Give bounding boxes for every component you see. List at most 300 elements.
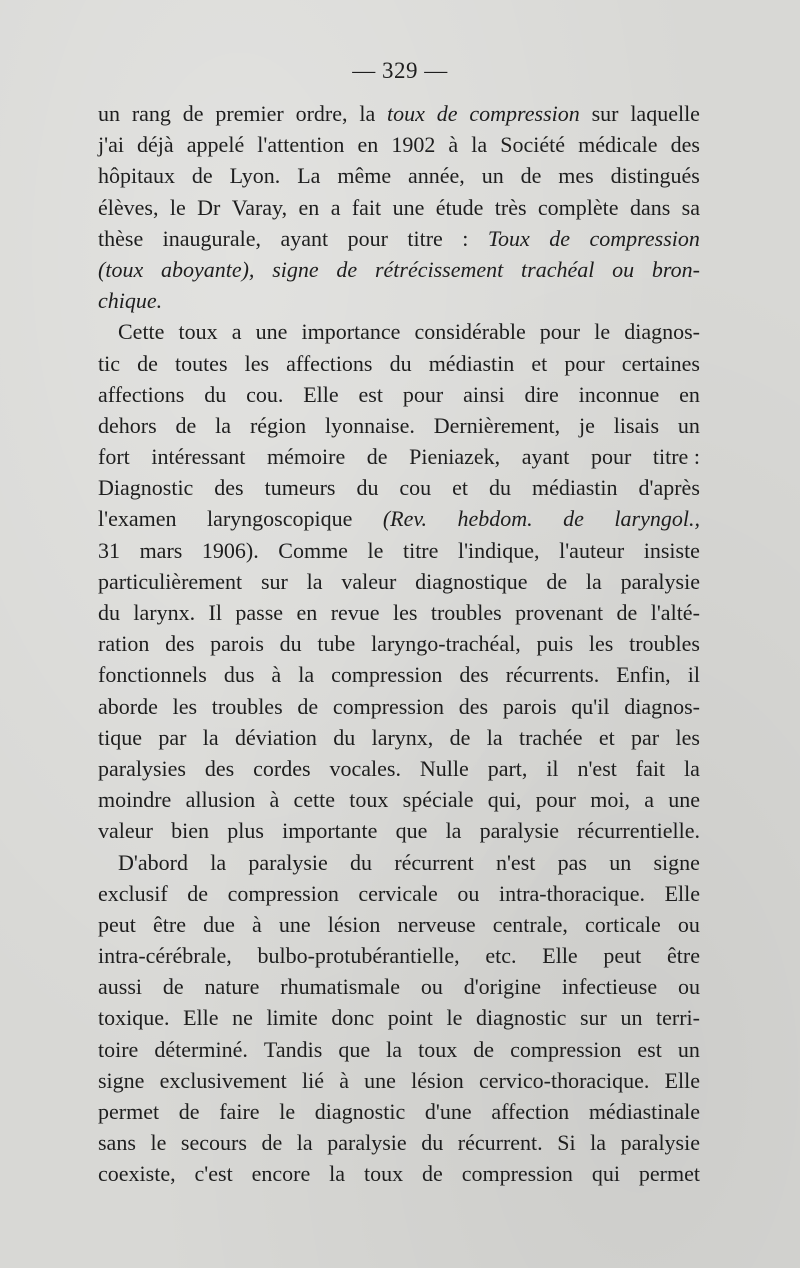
- text-line: [98, 1034, 700, 1065]
- word: en: [296, 600, 318, 625]
- word: distingués: [610, 163, 700, 189]
- word: du: [356, 475, 379, 501]
- word: la: [298, 662, 315, 688]
- word: importante: [282, 818, 378, 844]
- text-line: [98, 909, 700, 940]
- word: de: [473, 1036, 495, 1062]
- word: complète: [537, 194, 619, 220]
- word: aborde: [98, 693, 158, 719]
- word: premier: [215, 101, 284, 126]
- word: année,: [408, 163, 465, 189]
- word: bulbo-protubérantielle,: [257, 943, 460, 969]
- word: l'examen: [98, 506, 177, 532]
- word: 1902: [391, 132, 436, 158]
- word: intra-thoracique.: [498, 880, 645, 906]
- word: hôpitaux: [98, 163, 175, 189]
- word: Pieniazek,: [409, 444, 501, 470]
- word: à: [269, 787, 280, 813]
- word: mémoire: [267, 444, 346, 470]
- word: le: [594, 319, 611, 345]
- word: et: [452, 475, 469, 501]
- word: bron-: [651, 256, 700, 282]
- word: tumeurs: [264, 475, 336, 501]
- word: de: [520, 163, 542, 189]
- word: ou: [612, 256, 635, 282]
- word: des: [204, 755, 235, 781]
- word: de: [422, 1161, 443, 1187]
- word: est: [637, 1036, 662, 1062]
- word: la: [202, 724, 219, 750]
- text-line: [98, 878, 700, 909]
- word: diagnos-: [624, 693, 700, 719]
- word: ou: [677, 911, 700, 937]
- text-line: [98, 410, 700, 441]
- word: parois: [502, 693, 557, 719]
- word: Enfin,: [616, 662, 671, 688]
- word: qui,: [487, 787, 522, 813]
- word: compression: [589, 225, 700, 251]
- word: inaugurale,: [162, 225, 262, 251]
- word: d'une: [424, 1099, 472, 1124]
- word: toire: [98, 1036, 139, 1062]
- word: de: [137, 350, 158, 376]
- word: dire: [524, 381, 559, 407]
- word: à: [271, 662, 282, 688]
- word: un: [677, 412, 700, 438]
- word: paralysie: [327, 1130, 407, 1156]
- word: tube: [317, 631, 356, 657]
- word: un: [609, 849, 632, 875]
- word: toxique.: [98, 1005, 170, 1031]
- word: particulièrement: [98, 568, 243, 594]
- word: de: [563, 506, 584, 532]
- word: du: [350, 849, 373, 875]
- word: plus: [227, 818, 264, 844]
- word: le: [367, 537, 384, 563]
- word: cervico-thoracique.: [478, 1067, 650, 1093]
- word: la: [684, 755, 700, 781]
- word: signe: [653, 849, 700, 875]
- word: région: [249, 412, 307, 438]
- word: être: [667, 943, 700, 969]
- word: moi,: [590, 787, 630, 813]
- word: signe: [272, 256, 319, 282]
- word: les: [392, 600, 418, 625]
- word: et: [531, 350, 548, 376]
- word: peut: [603, 943, 642, 969]
- word: par: [631, 724, 660, 750]
- text-line: [98, 1096, 700, 1127]
- word: limite: [266, 1005, 318, 1031]
- word: vocales.: [329, 755, 401, 781]
- word: à: [339, 1067, 349, 1093]
- word: paralysie: [479, 818, 560, 844]
- word: nerveuse: [397, 911, 476, 937]
- word: compression: [461, 1161, 573, 1187]
- word: qui: [591, 1161, 620, 1187]
- word: (Rev.: [382, 506, 428, 532]
- word: paralysies: [98, 755, 186, 781]
- word: un: [620, 1005, 643, 1031]
- word: le: [446, 1005, 463, 1031]
- word: Si: [557, 1130, 576, 1156]
- word: du: [279, 631, 302, 657]
- word: affections: [98, 381, 185, 407]
- word: Elle: [542, 943, 578, 969]
- text-line: [98, 1127, 700, 1158]
- text-line: [98, 285, 700, 316]
- word: paralysie: [248, 849, 328, 875]
- text-line: [98, 722, 700, 753]
- word: insiste: [643, 537, 700, 563]
- word: 31: [98, 537, 120, 563]
- word: sur: [591, 101, 619, 126]
- word: élèves,: [98, 194, 159, 220]
- word: l'attention: [257, 132, 345, 158]
- word: des: [459, 662, 489, 688]
- text-line: [98, 940, 700, 971]
- word: cou.: [246, 381, 284, 407]
- word: rang: [131, 101, 171, 126]
- word: l'alté-: [650, 600, 700, 625]
- word: cordes: [253, 755, 311, 781]
- word: par: [158, 724, 187, 750]
- word: Dr: [197, 194, 221, 220]
- word: cette: [293, 787, 336, 813]
- word: paralysie: [620, 568, 700, 594]
- word: 1906).: [201, 537, 259, 563]
- word: faire: [219, 1099, 260, 1124]
- word: une: [392, 194, 425, 220]
- word: considérable: [414, 319, 526, 345]
- text-line: [98, 379, 700, 410]
- word: trachéal: [521, 256, 595, 282]
- text-line: [98, 566, 700, 597]
- word: encore: [251, 1161, 311, 1187]
- text-line: [98, 472, 700, 503]
- word: des: [165, 631, 195, 657]
- word: part,: [487, 755, 528, 781]
- word: Elle: [664, 880, 700, 906]
- word: due: [203, 911, 235, 937]
- word: inconnue: [578, 381, 660, 407]
- word: du: [389, 350, 412, 376]
- word: pour: [535, 787, 576, 813]
- word: je: [579, 412, 595, 438]
- word: les: [675, 724, 700, 750]
- word: affections: [286, 350, 373, 376]
- word: des: [458, 693, 489, 719]
- word: larynx,: [371, 724, 434, 750]
- word: diagnos-: [624, 319, 700, 345]
- text-line: [98, 223, 700, 254]
- word: rétrécissement: [374, 256, 504, 282]
- text-line: [98, 691, 700, 722]
- word: récurrentielle.: [577, 818, 700, 844]
- word: l'indique,: [457, 537, 540, 563]
- word: ne: [232, 1005, 253, 1031]
- word: n'est: [495, 849, 536, 875]
- word: les: [244, 350, 270, 376]
- text-line: [98, 815, 700, 846]
- word: bien: [171, 818, 210, 844]
- word: du: [421, 1130, 444, 1156]
- text-line: [98, 192, 700, 223]
- word: du: [204, 381, 227, 407]
- word: secours: [180, 1130, 247, 1156]
- word: aussi: [98, 974, 142, 1000]
- word: rhumatismale: [280, 974, 401, 1000]
- body-text: [98, 98, 700, 1190]
- word: Varay,: [231, 194, 288, 220]
- word: revue: [330, 600, 380, 625]
- text-line: [98, 348, 700, 379]
- word: que: [338, 1036, 371, 1062]
- word: La: [297, 163, 321, 189]
- text-line: [98, 784, 700, 815]
- text-line: [98, 1002, 700, 1033]
- word: passe: [235, 600, 284, 625]
- word: pas: [557, 849, 587, 875]
- word: sa: [681, 194, 700, 220]
- word: un: [481, 163, 504, 189]
- word: il: [546, 755, 559, 781]
- word: troubles: [430, 600, 502, 625]
- text-line: [98, 847, 700, 878]
- word: c'est: [194, 1161, 233, 1187]
- word: laquelle: [630, 101, 700, 126]
- word: toux: [178, 319, 218, 345]
- word: les: [588, 631, 614, 657]
- word: à: [448, 132, 459, 158]
- word: ordre,: [295, 101, 348, 126]
- word: exclusivement: [159, 1067, 287, 1093]
- word: récurrents.: [505, 662, 600, 688]
- word: la: [359, 101, 376, 126]
- text-line: [98, 503, 700, 534]
- word: toutes: [174, 350, 228, 376]
- word: toux: [387, 101, 425, 126]
- word: certaines: [621, 350, 700, 376]
- word: (toux: [98, 256, 144, 282]
- word: médiastinale: [588, 1099, 700, 1124]
- word: pour: [402, 381, 444, 407]
- word: la: [210, 849, 227, 875]
- word: centrale,: [492, 911, 568, 937]
- word: valeur: [341, 568, 397, 594]
- text-line: [98, 254, 700, 285]
- text-line: [98, 1065, 700, 1096]
- word: Nulle: [419, 755, 469, 781]
- word: compression: [227, 880, 339, 906]
- word: valeur: [98, 818, 153, 844]
- word: tique: [98, 724, 142, 750]
- word: a: [231, 319, 242, 345]
- word: lié: [301, 1067, 324, 1093]
- word: n'est: [577, 755, 617, 781]
- word: et: [598, 724, 615, 750]
- word: sans: [98, 1130, 136, 1156]
- word: la: [306, 568, 323, 594]
- word: mes: [558, 163, 594, 189]
- word: intra-cérébrale,: [98, 943, 232, 969]
- word: fait: [635, 755, 666, 781]
- word: lésion: [411, 1067, 464, 1093]
- word: la: [445, 818, 462, 844]
- word: lésion: [327, 911, 381, 937]
- word: de: [261, 1130, 283, 1156]
- word: trachée: [518, 724, 583, 750]
- word: :: [462, 225, 469, 251]
- word: diagnostique: [415, 568, 528, 594]
- word: tic: [98, 350, 120, 376]
- word: titre: [402, 537, 439, 563]
- text-line: [98, 1158, 700, 1189]
- word: la: [386, 1036, 403, 1062]
- word: toux: [418, 1036, 458, 1062]
- word: du: [98, 600, 120, 625]
- word: de: [182, 101, 204, 126]
- word: de: [449, 724, 471, 750]
- word: la: [215, 412, 232, 438]
- word: Société: [500, 132, 566, 158]
- word: permet: [638, 1161, 700, 1187]
- word: donc: [331, 1005, 375, 1031]
- word: de: [175, 412, 197, 438]
- word: médiastin: [428, 350, 515, 376]
- word: Cette: [118, 319, 165, 345]
- word: etc.: [485, 943, 517, 969]
- word: Diagnostic: [98, 475, 194, 501]
- word: des: [670, 132, 700, 158]
- word: la: [471, 132, 488, 158]
- word: troubles: [211, 693, 283, 719]
- word: une: [668, 787, 700, 813]
- word: qu'il: [571, 693, 610, 719]
- word: une: [278, 911, 311, 937]
- word: Tandis: [263, 1036, 323, 1062]
- word: récurrent.: [457, 1130, 543, 1156]
- text-line: [98, 535, 700, 566]
- text-line: [98, 971, 700, 1002]
- word: étude: [435, 194, 484, 220]
- word: Lyon.: [229, 163, 281, 189]
- word: intéressant: [151, 444, 246, 470]
- word: Comme: [278, 537, 348, 563]
- word: la: [296, 1130, 313, 1156]
- word: ayant: [280, 225, 329, 251]
- text-line: [98, 597, 700, 628]
- word: laryngoscopique: [206, 506, 353, 532]
- word: sur: [579, 1005, 607, 1031]
- word: pour: [539, 319, 581, 345]
- word: récurrent: [394, 849, 474, 875]
- word: parois: [210, 631, 264, 657]
- word: ration: [98, 631, 150, 657]
- word: thèse: [98, 225, 144, 251]
- word: du: [489, 475, 512, 501]
- word: de: [546, 568, 568, 594]
- word: permet: [98, 1099, 160, 1124]
- word: de: [297, 693, 319, 719]
- text-line: [98, 628, 700, 659]
- word: larynx.: [133, 600, 196, 625]
- word: lyonnaise.: [325, 412, 415, 438]
- word: toux: [349, 787, 389, 813]
- word: être: [153, 911, 186, 937]
- word: Elle: [183, 1005, 219, 1031]
- text-line: [98, 441, 700, 472]
- word: une: [364, 1067, 396, 1093]
- word: lisais: [613, 412, 660, 438]
- word: ou: [420, 974, 443, 1000]
- word: d'origine: [463, 974, 541, 1000]
- word: la: [486, 724, 503, 750]
- word: laryngol.,: [614, 506, 700, 532]
- word: diagnostic: [475, 1005, 567, 1031]
- word: de: [191, 163, 213, 189]
- word: nature: [204, 974, 260, 1000]
- word: mars: [139, 537, 183, 563]
- word: ou: [457, 880, 480, 906]
- word: paralysie: [620, 1130, 700, 1156]
- word: l'auteur: [559, 537, 625, 563]
- word: pour: [590, 444, 632, 470]
- word: le: [279, 1099, 296, 1124]
- word: sur: [260, 568, 288, 594]
- word: pour: [347, 225, 388, 251]
- text-line: [98, 129, 700, 160]
- word: provenant: [515, 600, 604, 625]
- word: est: [358, 381, 383, 407]
- word: dus: [223, 662, 255, 688]
- word: compression: [331, 662, 443, 688]
- word: de: [178, 1099, 200, 1124]
- word: très: [494, 194, 527, 220]
- word: les: [172, 693, 198, 719]
- word: en: [679, 381, 700, 407]
- word: compression: [469, 101, 580, 126]
- word: du: [333, 724, 356, 750]
- word: de: [162, 974, 184, 1000]
- word: affection: [491, 1099, 570, 1124]
- word: diagnostic: [314, 1099, 406, 1124]
- word: le: [150, 1130, 167, 1156]
- word: en: [357, 132, 379, 158]
- word: troubles: [629, 631, 700, 657]
- word: Toux: [487, 225, 530, 251]
- word: déjà: [137, 132, 174, 158]
- text-line: [98, 160, 700, 191]
- word: spéciale: [402, 787, 474, 813]
- word: de: [616, 600, 638, 625]
- word: exclusif: [98, 880, 168, 906]
- text-line: [98, 753, 700, 784]
- word: ainsi: [463, 381, 505, 407]
- word: a: [330, 194, 341, 220]
- word: corticale: [585, 911, 661, 937]
- word: a: [644, 787, 654, 813]
- word: dehors: [98, 412, 157, 438]
- word: cou: [399, 475, 432, 501]
- word: laryngo-trachéal,: [371, 631, 521, 657]
- word: Il: [208, 600, 222, 625]
- word: fonctionnels: [98, 662, 207, 688]
- word: déviation: [235, 724, 317, 750]
- word: infectieuse: [561, 974, 658, 1000]
- text-line: [98, 98, 700, 129]
- word: fait: [351, 194, 382, 220]
